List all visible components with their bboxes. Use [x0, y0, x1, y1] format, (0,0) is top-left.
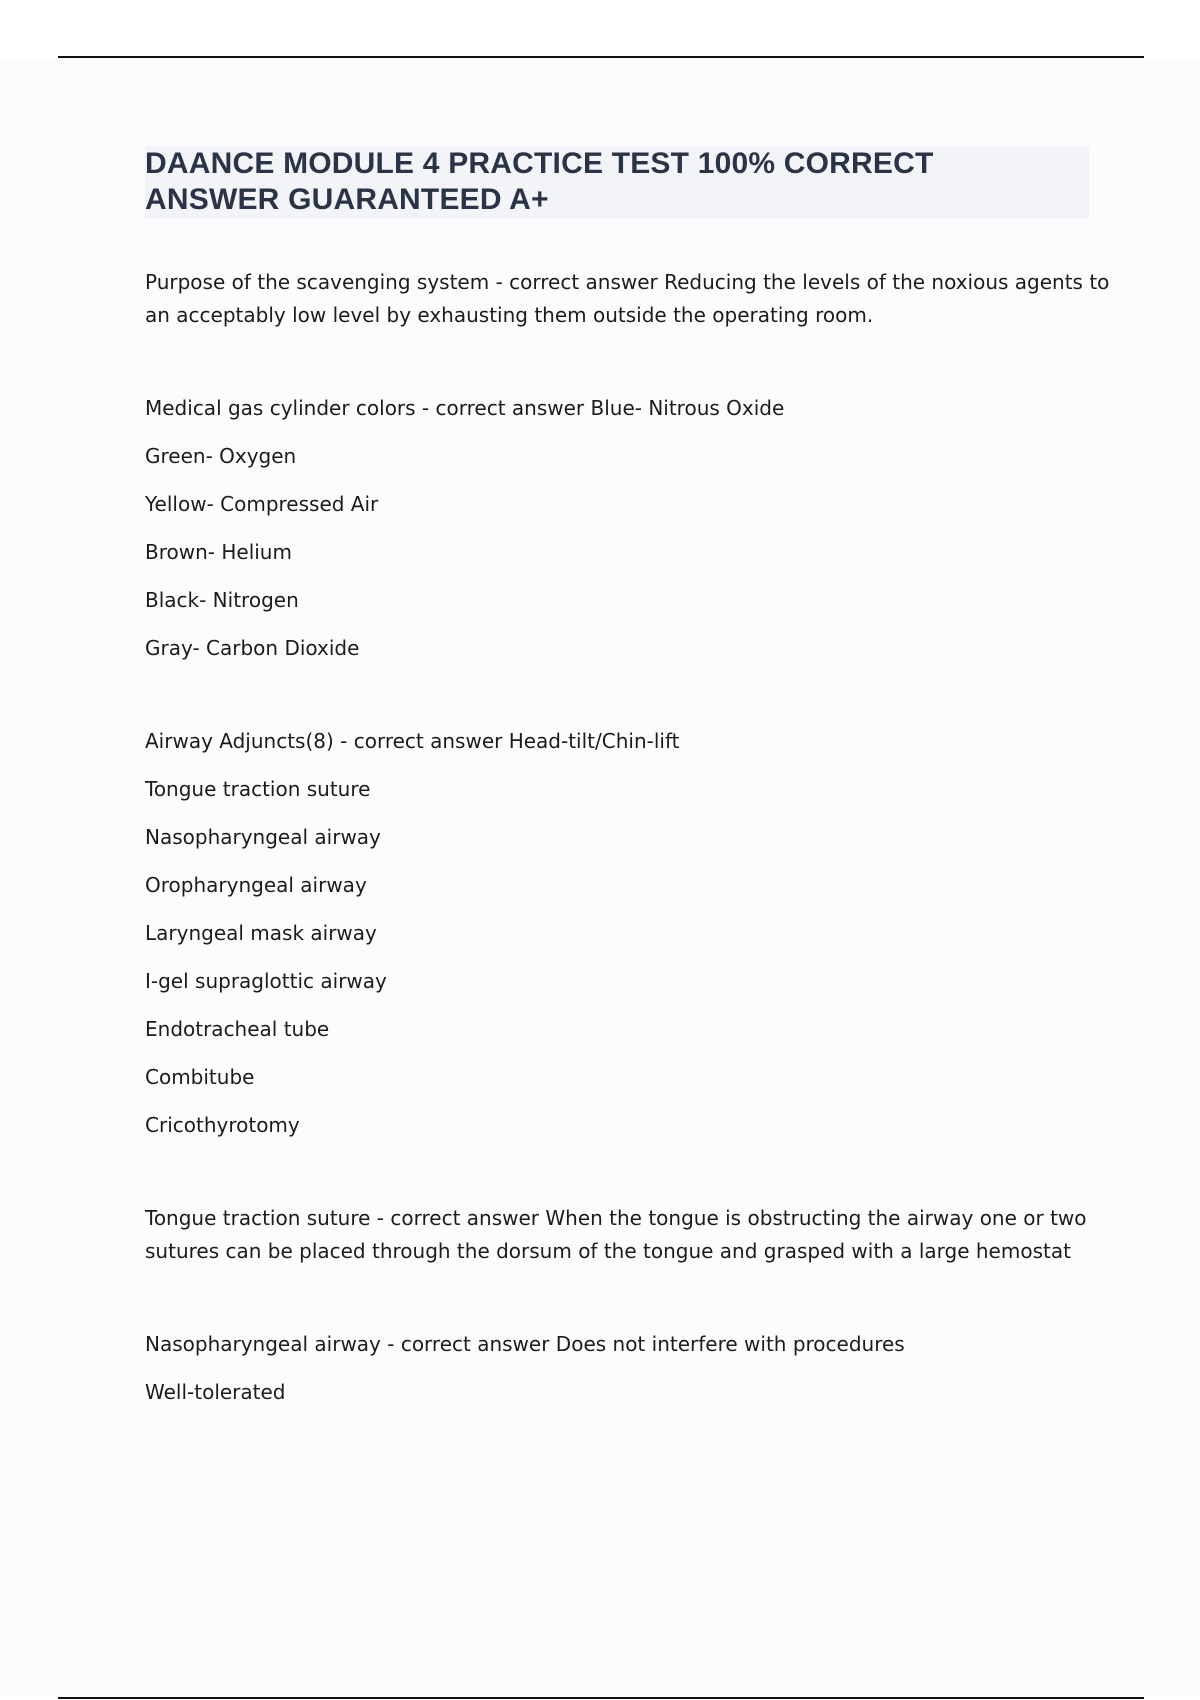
- list-item: Cricothyrotomy: [145, 1113, 300, 1137]
- answer-line: Purpose of the scavenging system - correct answer Reducing the levels of the noxious agents to: [145, 270, 1110, 294]
- answer-line: sutures can be placed through the dorsum of the tongue and grasped with a large hemostat: [145, 1239, 1071, 1263]
- list-item: Green- Oxygen: [145, 444, 297, 468]
- list-item: Laryngeal mask airway: [145, 921, 377, 945]
- qa-entry-scavenging: [145, 266, 1110, 332]
- list-item: Black- Nitrogen: [145, 588, 299, 612]
- question-line: Airway Adjuncts(8) - correct answer Head-tilt/Chin-lift: [145, 729, 680, 753]
- answer-line: an acceptably low level by exhausting them outside the operating room.: [145, 303, 874, 327]
- top-divider: [58, 56, 1144, 58]
- bottom-divider: [58, 1697, 1144, 1699]
- qa-entry-tongue-suture: [145, 1202, 1095, 1268]
- qa-entry-gas-colors: [145, 392, 1095, 665]
- list-item: Combitube: [145, 1065, 255, 1089]
- list-item: Well-tolerated: [145, 1380, 286, 1404]
- question-line: Nasopharyngeal airway - correct answer Does not interfere with procedures: [145, 1332, 905, 1356]
- list-item: Yellow- Compressed Air: [145, 492, 379, 516]
- list-item: Endotracheal tube: [145, 1017, 330, 1041]
- title-line-2: ANSWER GUARANTEED A+: [145, 183, 549, 216]
- list-item: Tongue traction suture: [145, 777, 371, 801]
- qa-entry-airway-adjuncts: [145, 725, 1095, 1142]
- document-content: [145, 266, 1110, 1409]
- title-line-1: DAANCE MODULE 4 PRACTICE TEST 100% CORRECT: [145, 147, 934, 180]
- document-title: [145, 146, 1089, 218]
- list-item: Brown- Helium: [145, 540, 292, 564]
- list-item: Nasopharyngeal airway: [145, 825, 381, 849]
- answer-line: Tongue traction suture - correct answer When the tongue is obstructing the airway one or two: [145, 1206, 1087, 1230]
- list-item: Gray- Carbon Dioxide: [145, 636, 360, 660]
- list-item: Oropharyngeal airway: [145, 873, 367, 897]
- title-banner: [145, 146, 1089, 219]
- list-item: I-gel supraglottic airway: [145, 969, 387, 993]
- question-line: Medical gas cylinder colors - correct answer Blue- Nitrous Oxide: [145, 396, 785, 420]
- qa-entry-nasopharyngeal: [145, 1328, 1095, 1409]
